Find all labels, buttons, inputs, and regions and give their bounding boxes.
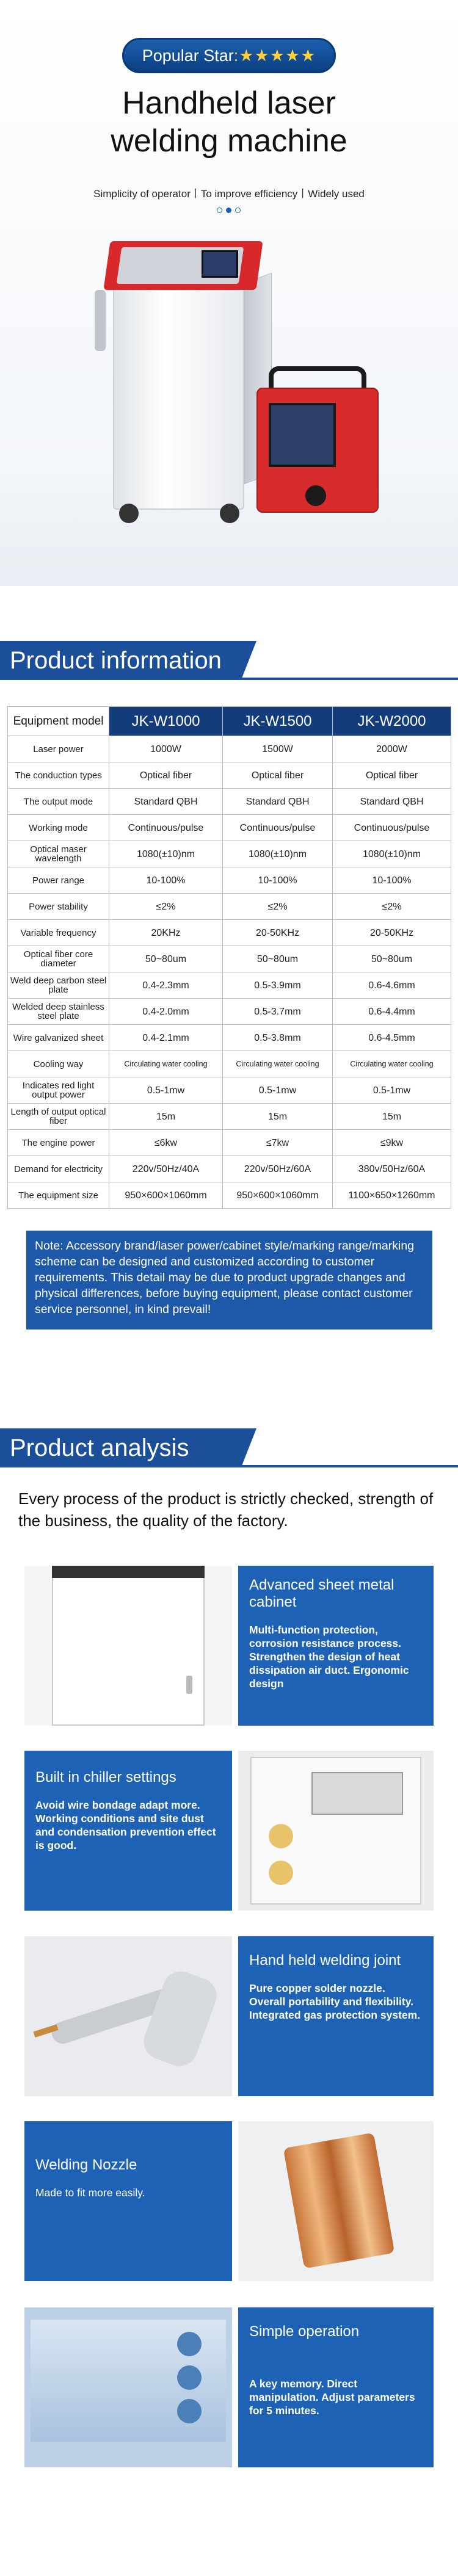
spec-value-cell: 1080(±10)nm [109, 841, 223, 867]
table-row [8, 762, 451, 789]
feature-description: Made to fit more easily. [35, 2187, 145, 2199]
spec-label-cell: Laser power [8, 736, 109, 762]
spec-value-cell: 1080(±10)nm [333, 841, 451, 867]
welding-gun-image [24, 1936, 232, 2096]
carousel-dots [217, 208, 241, 213]
feature-panel [24, 2121, 232, 2281]
spec-value-cell: 50~80um [109, 946, 223, 972]
spec-value-cell: 220v/50Hz/60A [223, 1156, 333, 1182]
spec-value-cell: Optical fiber [109, 762, 223, 789]
table-row [8, 946, 451, 972]
spec-value-cell: ≤2% [223, 894, 333, 920]
feature-title: Simple operation [249, 2323, 360, 2340]
table-header-row [8, 707, 451, 736]
analysis-intro: Every process of the product is strictly checked, strength of the business, the quality of the factory. [18, 1489, 434, 1530]
spec-value-cell: ≤9kw [333, 1130, 451, 1156]
spec-label-cell: Welded deep stainless steel plate [8, 999, 109, 1025]
spec-value-cell: 0.5-1mw [109, 1077, 223, 1104]
spec-value-cell: 10-100% [333, 867, 451, 894]
spec-value-cell: 0.5-3.8mm [223, 1025, 333, 1051]
spec-value-cell: ≤7kw [223, 1130, 333, 1156]
spec-value-cell: 20-50KHz [333, 920, 451, 946]
hero-title [0, 84, 458, 160]
spec-value-cell: 220v/50Hz/40A [109, 1156, 223, 1182]
feature-description: A key memory. Direct manipulation. Adjust parameters for 5 minutes. [249, 2378, 415, 2417]
table-row [8, 1104, 451, 1130]
carousel-dot[interactable] [235, 208, 241, 213]
spec-label-cell: Working mode [8, 815, 109, 841]
spec-value-cell: Standard QBH [109, 789, 223, 815]
carousel-dot-active[interactable] [226, 208, 231, 213]
spec-value-cell: 0.4-2.1mm [109, 1025, 223, 1051]
spec-label-cell: Variable frequency [8, 920, 109, 946]
table-header-cell: JK-W2000 [333, 707, 451, 736]
table-row [8, 815, 451, 841]
feature-description: Pure copper solder nozzle. Overall portability and flexibility. Integrated gas protection system. [249, 1982, 421, 2021]
spec-value-cell: 0.4-2.3mm [109, 972, 223, 999]
spec-label-cell: Power range [8, 867, 109, 894]
spec-value-cell: 0.5-1mw [223, 1077, 333, 1104]
control-screen-image [24, 2307, 232, 2467]
spec-value-cell: Standard QBH [333, 789, 451, 815]
table-row [8, 736, 451, 762]
spec-label-cell: Optical maser wavelength [8, 841, 109, 867]
feature-panel [238, 1936, 434, 2096]
cabinet-image [24, 1566, 232, 1726]
nozzle-image [238, 2121, 434, 2281]
spec-value-cell: Standard QBH [223, 789, 333, 815]
table-row [8, 1182, 451, 1209]
spec-value-cell: 0.6-4.6mm [333, 972, 451, 999]
feature-title: Built in chiller settings [35, 1769, 176, 1785]
spec-value-cell: Continuous/pulse [109, 815, 223, 841]
spec-label-cell: Power stability [8, 894, 109, 920]
product-analysis-header [0, 1428, 458, 1467]
spec-label-cell: Length of output optical fiber [8, 1104, 109, 1130]
spec-value-cell: 20-50KHz [223, 920, 333, 946]
table-row [8, 999, 451, 1025]
spec-value-cell: 20KHz [109, 920, 223, 946]
table-row [8, 1025, 451, 1051]
spec-label-cell: The conduction types [8, 762, 109, 789]
spec-value-cell: 0.5-1mw [333, 1077, 451, 1104]
spec-value-cell: 1080(±10)nm [223, 841, 333, 867]
feature-card [24, 1936, 434, 2096]
hero-subtitle: Simplicity of operator丨To improve efficiency丨Widely used [93, 188, 365, 200]
product-information-header [0, 641, 458, 680]
hero-title-line2: welding machine [111, 123, 347, 159]
feature-panel [238, 2307, 434, 2467]
spec-value-cell: Circulating water cooling [109, 1051, 223, 1077]
spec-value-cell: Continuous/pulse [223, 815, 333, 841]
spec-label-cell: Wire galvanized sheet [8, 1025, 109, 1051]
feature-title: Advanced sheet metal cabinet [249, 1577, 394, 1610]
section-title: Product information [10, 647, 222, 674]
spec-value-cell: 50~80um [223, 946, 333, 972]
spec-value-cell: 2000W [333, 736, 451, 762]
spec-value-cell: 15m [109, 1104, 223, 1130]
spec-label-cell: Demand for electricity [8, 1156, 109, 1182]
spec-table [7, 706, 451, 1209]
chiller-image [238, 1751, 434, 1911]
badge-text: Popular Star [142, 46, 234, 65]
spec-label-cell: Cooling way [8, 1051, 109, 1077]
table-header-cell: JK-W1000 [109, 707, 223, 736]
spec-label-cell: The engine power [8, 1130, 109, 1156]
table-row [8, 894, 451, 920]
hero-title-line1: Handheld laser [122, 85, 336, 121]
spec-value-cell: Optical fiber [333, 762, 451, 789]
spec-value-cell: 15m [223, 1104, 333, 1130]
spec-value-cell: ≤6kw [109, 1130, 223, 1156]
feature-title: Hand held welding joint [249, 1952, 401, 1969]
spec-label-cell: The output mode [8, 789, 109, 815]
table-row [8, 920, 451, 946]
feature-panel [238, 1566, 434, 1726]
spec-label-cell: Optical fiber core diameter [8, 946, 109, 972]
spec-value-cell: 0.6-4.4mm [333, 999, 451, 1025]
spec-label-cell: The equipment size [8, 1182, 109, 1209]
spec-value-cell: 0.5-3.7mm [223, 999, 333, 1025]
feature-card [24, 2121, 434, 2281]
feature-card [24, 2307, 434, 2467]
table-header-cell: Equipment model [8, 707, 109, 736]
hero-section [0, 0, 458, 586]
spec-value-cell: Continuous/pulse [333, 815, 451, 841]
table-row [8, 1156, 451, 1182]
spec-value-cell: ≤2% [333, 894, 451, 920]
spec-value-cell: 10-100% [109, 867, 223, 894]
spec-value-cell: ≤2% [109, 894, 223, 920]
table-row [8, 972, 451, 999]
table-row [8, 867, 451, 894]
spec-value-cell: 1000W [109, 736, 223, 762]
spec-value-cell: Circulating water cooling [223, 1051, 333, 1077]
spec-value-cell: 1500W [223, 736, 333, 762]
feature-card [24, 1751, 434, 1911]
feature-description: Avoid wire bondage adapt more. Working conditions and site dust and condensation prevention effect is good. [35, 1799, 216, 1851]
popular-star-badge [122, 38, 336, 73]
table-row [8, 1077, 451, 1104]
table-header-cell: JK-W1500 [223, 707, 333, 736]
feature-title: Welding Nozzle [35, 2157, 137, 2173]
spec-value-cell: Circulating water cooling [333, 1051, 451, 1077]
table-row [8, 1130, 451, 1156]
carousel-dot[interactable] [217, 208, 222, 213]
spec-value-cell: 15m [333, 1104, 451, 1130]
spec-value-cell: 380v/50Hz/60A [333, 1156, 451, 1182]
spec-value-cell: 0.4-2.0mm [109, 999, 223, 1025]
section-title: Product analysis [10, 1435, 189, 1461]
feature-panel [24, 1751, 232, 1911]
feature-card [24, 1566, 434, 1726]
spec-value-cell: 950×600×1060mm [109, 1182, 223, 1209]
table-row [8, 789, 451, 815]
star-rating-icon: :★★★★★ [233, 46, 316, 65]
spec-value-cell: Optical fiber [223, 762, 333, 789]
table-row [8, 841, 451, 867]
spec-label-cell: Indicates red light output power [8, 1077, 109, 1104]
spec-label-cell: Weld deep carbon steel plate [8, 972, 109, 999]
feature-description: Multi-function protection, corrosion resistance process. Strengthen the design of heat dissipation air duct. Ergonomic design [249, 1624, 409, 1690]
table-row [8, 1051, 451, 1077]
spec-value-cell: 0.6-4.5mm [333, 1025, 451, 1051]
spec-value-cell: 950×600×1060mm [223, 1182, 333, 1209]
customization-note: Note: Accessory brand/laser power/cabinet style/marking range/marking scheme can be designed and customized according to customer requirements. This detail may be due to product upgrade changes and physical differences, before buying equipment, please contact customer service personnel, in kind prevail! [26, 1231, 432, 1330]
spec-value-cell: 50~80um [333, 946, 451, 972]
spec-value-cell: 10-100% [223, 867, 333, 894]
spec-value-cell: 1100×650×1260mm [333, 1182, 451, 1209]
spec-value-cell: 0.5-3.9mm [223, 972, 333, 999]
